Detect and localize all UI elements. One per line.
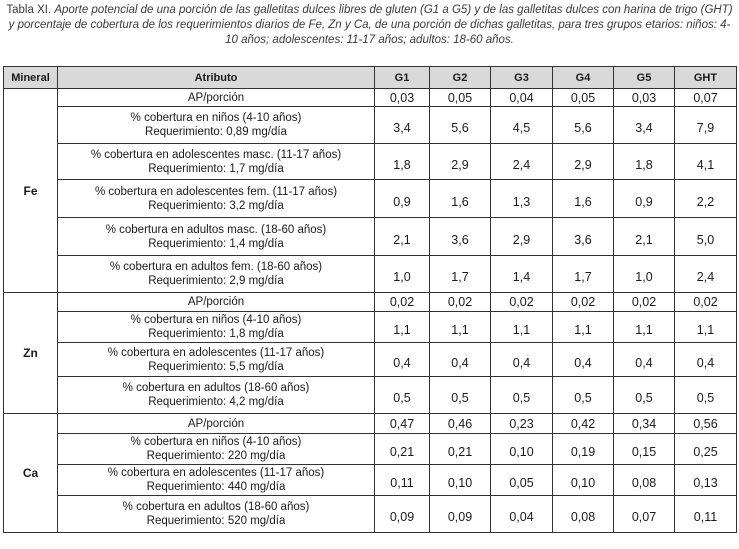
value-cell: 0,34	[614, 414, 675, 434]
value-cell: 0,5	[491, 377, 553, 414]
table-row	[4, 496, 737, 533]
nutrient-table	[3, 66, 737, 533]
attribute-label: AP/porción	[187, 296, 245, 308]
attribute-cell	[58, 434, 375, 465]
table-row	[4, 218, 737, 256]
attribute-label: % cobertura en adolescentes fem. (11-17 años)	[94, 185, 338, 198]
column-header: G3	[491, 67, 553, 89]
value-cell: 1,3	[491, 180, 553, 218]
table-row	[4, 434, 737, 465]
value-cell: 2,9	[430, 144, 491, 180]
value-cell: 0,09	[375, 496, 430, 533]
value-cell: 0,9	[614, 180, 675, 218]
attribute-label: % cobertura en adultos masc. (18-60 años)	[105, 223, 327, 236]
caption-text: Aporte potencial de una porción de las galletitas dulces libres de gluten (G1 a G5) y de las galletitas dulces con harina de trigo (GHT) y porcentaje de cobertura de los requerimientos diarios de Fe, Zn y Ca, de una porción de dichas galletitas, para tres grupos etarios: niños: 4-10 años; adolescentes: 11-17 años; adultos: 18-60 años.	[8, 4, 733, 46]
table-row	[4, 465, 737, 496]
table-row	[4, 377, 737, 414]
value-cell: 0,13	[675, 465, 737, 496]
value-cell: 7,9	[675, 107, 737, 144]
value-cell: 0,07	[675, 89, 737, 107]
attribute-cell	[58, 218, 375, 256]
value-cell: 0,08	[614, 465, 675, 496]
value-cell: 2,1	[614, 218, 675, 256]
value-cell: 0,04	[491, 89, 553, 107]
table-row	[4, 312, 737, 343]
value-cell: 1,6	[430, 180, 491, 218]
value-cell: 5,6	[553, 107, 614, 144]
table-caption	[6, 3, 733, 48]
attribute-label: % cobertura en niños (4-10 años)	[130, 112, 302, 124]
value-cell: 0,4	[491, 343, 553, 377]
value-cell: 0,10	[430, 465, 491, 496]
mineral-cell: Fe	[4, 89, 58, 293]
attribute-cell	[58, 377, 375, 414]
value-cell: 0,5	[430, 377, 491, 414]
table-row	[4, 89, 737, 107]
value-cell: 2,1	[375, 218, 430, 256]
attribute-cell	[58, 293, 375, 312]
table-row	[4, 343, 737, 377]
value-cell: 0,21	[375, 434, 430, 465]
value-cell: 1,1	[675, 312, 737, 343]
value-cell: 1,1	[491, 312, 553, 343]
attribute-label: AP/porción	[187, 91, 245, 104]
value-cell: 4,5	[491, 107, 553, 144]
value-cell: 0,02	[375, 293, 430, 312]
value-cell: 1,0	[614, 256, 675, 293]
table-body	[4, 89, 737, 533]
value-cell: 5,6	[430, 107, 491, 144]
value-cell: 0,04	[491, 496, 553, 533]
value-cell: 0,05	[430, 89, 491, 107]
value-cell: 0,15	[614, 434, 675, 465]
value-cell: 1,1	[553, 312, 614, 343]
value-cell: 1,6	[553, 180, 614, 218]
value-cell: 4,1	[675, 144, 737, 180]
value-cell: 0,07	[614, 496, 675, 533]
value-cell: 0,10	[491, 434, 553, 465]
value-cell: 1,1	[614, 312, 675, 343]
value-cell: 2,2	[675, 180, 737, 218]
value-cell: 0,5	[553, 377, 614, 414]
value-cell: 0,9	[375, 180, 430, 218]
attribute-cell	[58, 89, 375, 107]
value-cell: 0,02	[614, 293, 675, 312]
value-cell: 0,02	[491, 293, 553, 312]
value-cell: 0,11	[675, 496, 737, 533]
value-cell: 2,9	[491, 218, 553, 256]
value-cell: 3,4	[614, 107, 675, 144]
value-cell: 0,4	[675, 343, 737, 377]
value-cell: 0,03	[375, 89, 430, 107]
value-cell: 0,02	[553, 293, 614, 312]
value-cell: 2,4	[491, 144, 553, 180]
column-header: G2	[430, 67, 491, 89]
column-header: GHT	[675, 67, 737, 89]
value-cell: 1,0	[375, 256, 430, 293]
value-cell: 0,19	[553, 434, 614, 465]
mineral-cell: Ca	[4, 414, 58, 533]
value-cell: 1,7	[553, 256, 614, 293]
value-cell: 1,4	[491, 256, 553, 293]
value-cell: 0,5	[675, 377, 737, 414]
value-cell: 0,5	[614, 377, 675, 414]
value-cell: 0,4	[375, 343, 430, 377]
value-cell: 0,02	[675, 293, 737, 312]
value-cell: 2,9	[553, 144, 614, 180]
value-cell: 0,23	[491, 414, 553, 434]
requirement-label: Requerimiento: 1,8 mg/día	[148, 328, 284, 340]
attribute-label: % cobertura en adultos (18-60 años)	[122, 382, 310, 394]
value-cell: 0,10	[553, 465, 614, 496]
attribute-label: % cobertura en niños (4-10 años)	[130, 314, 302, 326]
requirement-label: Requerimiento: 2,9 mg/día	[148, 275, 284, 287]
header-row	[4, 67, 737, 89]
caption-label: Tabla XI.	[6, 4, 52, 16]
value-cell: 0,25	[675, 434, 737, 465]
value-cell: 0,11	[375, 465, 430, 496]
value-cell: 0,5	[375, 377, 430, 414]
value-cell: 2,4	[675, 256, 737, 293]
value-cell: 0,56	[675, 414, 737, 434]
attribute-cell	[58, 180, 375, 218]
value-cell: 0,08	[553, 496, 614, 533]
attribute-label: % cobertura en adolescentes masc. (11-17 años)	[90, 148, 342, 161]
column-header: G1	[375, 67, 430, 89]
requirement-label: Requerimiento: 0,89 mg/día	[145, 126, 287, 138]
attribute-label: % cobertura en niños (4-10 años)	[130, 436, 302, 448]
requirement-label: Requerimiento: 520 mg/día	[146, 515, 286, 527]
value-cell: 0,4	[430, 343, 491, 377]
value-cell: 0,05	[553, 89, 614, 107]
attribute-cell	[58, 144, 375, 180]
value-cell: 5,0	[675, 218, 737, 256]
requirement-label: Requerimiento: 1,4 mg/día	[148, 237, 284, 250]
attribute-label: AP/porción	[187, 417, 245, 430]
attribute-cell	[58, 343, 375, 377]
value-cell: 1,8	[375, 144, 430, 180]
value-cell: 3,6	[553, 218, 614, 256]
mineral-cell: Zn	[4, 293, 58, 414]
requirement-label: Requerimiento: 220 mg/día	[146, 450, 286, 462]
column-header: G5	[614, 67, 675, 89]
column-header: G4	[553, 67, 614, 89]
attribute-label: % cobertura en adultos (18-60 años)	[122, 501, 310, 513]
column-header: Mineral	[4, 67, 58, 89]
value-cell: 1,1	[375, 312, 430, 343]
value-cell: 0,21	[430, 434, 491, 465]
value-cell: 1,1	[430, 312, 491, 343]
value-cell: 1,8	[614, 144, 675, 180]
attribute-cell	[58, 256, 375, 293]
attribute-cell	[58, 496, 375, 533]
requirement-label: Requerimiento: 1,7 mg/día	[148, 162, 284, 175]
attribute-label: % cobertura en adultos fem. (18-60 años)	[109, 261, 323, 273]
attribute-label: % cobertura en adolescentes (11-17 años)	[107, 346, 325, 359]
value-cell: 0,02	[430, 293, 491, 312]
value-cell: 3,4	[375, 107, 430, 144]
value-cell: 0,46	[430, 414, 491, 434]
column-header: Atributo	[58, 67, 375, 89]
table-row	[4, 293, 737, 312]
attribute-label: % cobertura en adolescentes (11-17 años)	[107, 467, 325, 479]
value-cell: 0,42	[553, 414, 614, 434]
requirement-label: Requerimiento: 4,2 mg/día	[148, 396, 284, 408]
value-cell: 0,09	[430, 496, 491, 533]
attribute-cell	[58, 312, 375, 343]
table-row	[4, 144, 737, 180]
value-cell: 0,4	[614, 343, 675, 377]
table-row	[4, 180, 737, 218]
requirement-label: Requerimiento: 5,5 mg/día	[148, 360, 284, 373]
attribute-cell	[58, 414, 375, 434]
requirement-label: Requerimiento: 440 mg/día	[146, 481, 286, 493]
table-row	[4, 256, 737, 293]
attribute-cell	[58, 107, 375, 144]
requirement-label: Requerimiento: 3,2 mg/día	[148, 199, 284, 212]
value-cell: 1,7	[430, 256, 491, 293]
value-cell: 0,03	[614, 89, 675, 107]
table-row	[4, 107, 737, 144]
attribute-cell	[58, 465, 375, 496]
value-cell: 0,05	[491, 465, 553, 496]
value-cell: 0,47	[375, 414, 430, 434]
table-row	[4, 414, 737, 434]
value-cell: 0,4	[553, 343, 614, 377]
value-cell: 3,6	[430, 218, 491, 256]
